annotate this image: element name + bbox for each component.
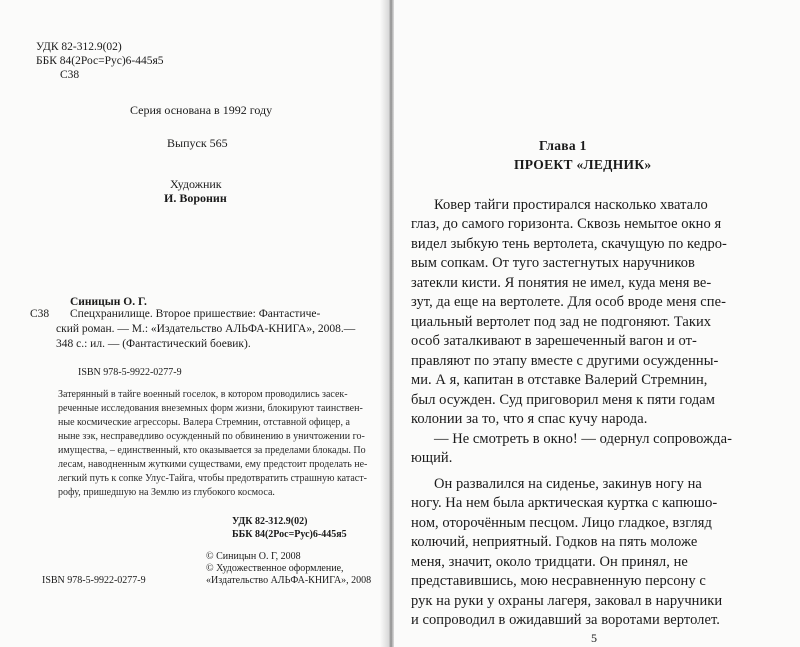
text-line: ющий.	[411, 450, 453, 466]
chapter-title: ПРОЕКТ «ЛЕДНИК»	[514, 157, 652, 172]
text-line: рук на руки у охраны лагеря, заковал в наручники	[411, 593, 723, 609]
text-line: колючий, неприятный. Годков на пять моложе	[411, 534, 698, 550]
text-line: особ заталкивают в зарешеченный вагон и от-	[411, 333, 697, 349]
text-line: и сопроводил в ожидавший за воротами вертолет.	[411, 612, 720, 628]
copyright-line: © Синицын О. Г, 2008	[206, 551, 301, 562]
artist-name: И. Воронин	[164, 191, 227, 205]
text-line: меня, значит, около тридцати. Он принял, не	[411, 554, 688, 570]
text-line: вым сопкам. От туго застегнутых наручников	[411, 255, 695, 271]
artist-label: Художник	[170, 177, 222, 191]
bib-author: Синицын О. Г.	[70, 296, 147, 308]
text-line: правляют по этапу вместе с другими осужденны-	[411, 353, 719, 369]
annotation-line: Затерянный в тайге военный госелок, в котором проводились засек-	[58, 389, 348, 400]
annotation-line: ные космические агрессоры. Валера Стремнин, отставной офицер, а	[58, 417, 350, 428]
author-mark: С38	[60, 69, 80, 81]
text-line: ми. А я, капитан в отставке Валерий Стремнин,	[411, 372, 708, 388]
text-line: зут, да еще на вертолете. Для особ вроде меня спе-	[411, 294, 726, 310]
udk-code: УДК 82-312.9(02)	[36, 41, 122, 53]
bib-line-3: 348 с.: ил. — (Фантастический боевик).	[56, 338, 251, 350]
text-line: глаз, до самого горизонта. Сквозь немытое окно я	[411, 216, 722, 232]
annotation-line: лесам, наводненным жуткими существами, ему предстоит проделать не-	[58, 459, 368, 470]
issue-number: Выпуск 565	[167, 136, 228, 150]
bbk-code: ББК 84(2Рос=Рус)6-445я5	[36, 55, 164, 67]
annotation-line: реченные исследования внеземных форм жизни, блокируют таинствен-	[58, 403, 363, 414]
bib-line-2: ский роман. — М.: «Издательство АЛЬФА-КНИГА», 2008.—	[56, 323, 356, 335]
copyright-line: © Художественное оформление,	[206, 563, 344, 574]
text-line: Он развалился на сиденье, закинув ногу на	[434, 476, 702, 492]
text-line: ном, оторочённым песцом. Лицо гладкое, взгляд	[411, 515, 712, 531]
annotation-line: имущества, – единственный, кто оказывается за пределами блокады. По	[58, 445, 366, 456]
text-line: видел зыбкую тень вертолета, скачущую по кедро-	[411, 236, 727, 252]
bib-line-1: Спецхранилище. Второе пришествие: Фантастиче-	[70, 308, 321, 320]
bbk-code-2: ББК 84(2Рос=Рус)6-445я5	[232, 529, 347, 540]
text-line: циальный вертолет под зад не подгоняют. Таких	[411, 314, 712, 330]
series-note: Серия основана в 1992 году	[130, 103, 273, 117]
text-line: затекли кисти. Я понятия не имел, куда меня ве-	[411, 275, 712, 291]
annotation-line: рофу, пришедшую на Землю из глубокого космоса.	[58, 487, 275, 498]
copyright-line: «Издательство АЛЬФА-КНИГА», 2008	[206, 575, 372, 586]
text-line: — Не смотреть в окно! — одернул сопровожда-	[434, 431, 732, 447]
annotation-line: легкий путь к сопке Улус-Тайга, чтобы предотвратить страшную катаст-	[58, 473, 367, 484]
udk-code-2: УДК 82-312.9(02)	[232, 516, 308, 527]
text-line: колонии за то, что я спас кучу народа.	[411, 411, 648, 427]
isbn-top: ISBN 978-5-9922-0277-9	[78, 367, 182, 378]
text-line: ногу. На нем была арктическая куртка с капюшо-	[411, 495, 718, 511]
text-line: Ковер тайги простирался насколько хватало	[434, 197, 708, 213]
right-page	[394, 0, 800, 647]
annotation-line: ныне зэк, несправедливо осужденный по обвинению в уничтожении го-	[58, 431, 365, 442]
isbn-bottom: ISBN 978-5-9922-0277-9	[42, 575, 146, 586]
text-line: представившись, мою несравненную персону с	[411, 573, 706, 589]
text-line: был осужден. Суд приговорил меня к пяти годам	[411, 392, 716, 408]
bib-code: С38	[30, 308, 50, 320]
chapter-number: Глава 1	[539, 138, 587, 153]
left-page	[0, 0, 388, 647]
page-number: 5	[591, 631, 597, 645]
